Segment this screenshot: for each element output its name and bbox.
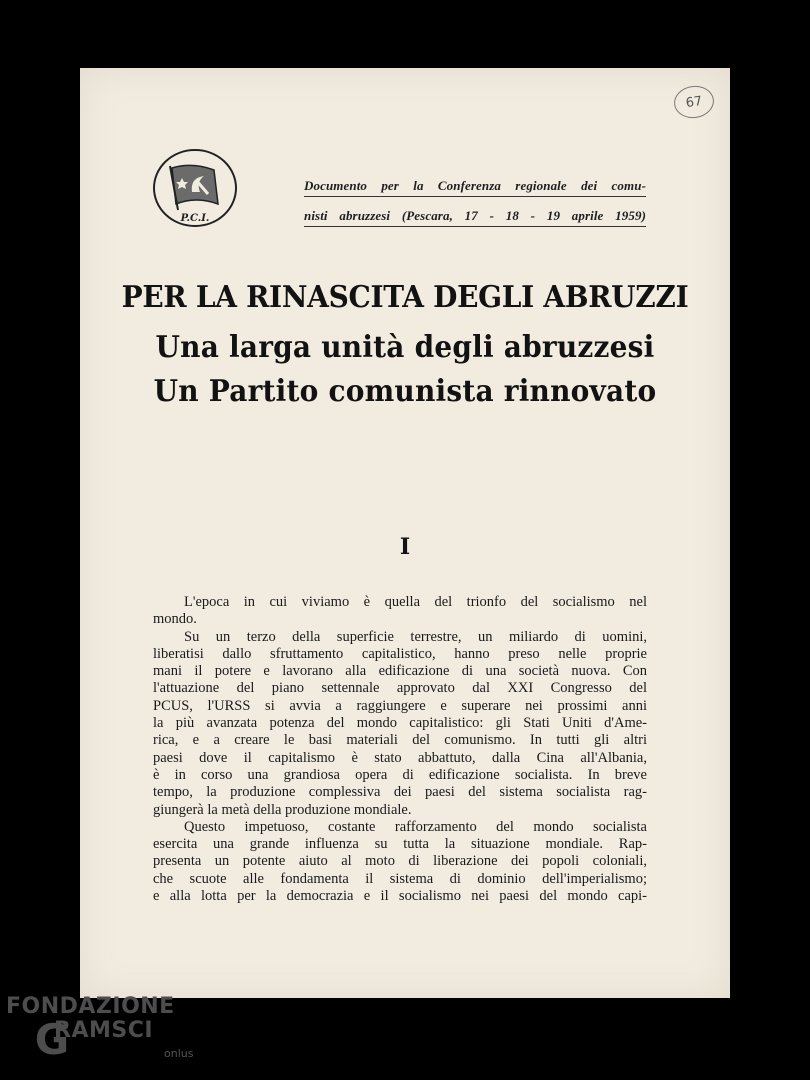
title-line-2: Una larga unità degli abruzzesi xyxy=(155,328,655,365)
pci-logo xyxy=(152,148,238,228)
watermark-line-2: RAMSCI xyxy=(54,1018,154,1043)
header-line-2: nisti abruzzesi (Pescara, 17 - 18 - 19 aprile 1959) xyxy=(304,208,646,223)
section-number: I xyxy=(399,534,411,560)
watermark-line-1: FONDAZIONE xyxy=(6,994,175,1019)
title-line-1: PER LA RINASCITA DEGLI ABRUZZI xyxy=(121,278,689,315)
watermark-letter-g: G xyxy=(34,1016,70,1060)
body-line: mani il potere e lavorano alla edificazione di una società nuova. Con xyxy=(153,663,647,680)
document-page xyxy=(80,68,730,998)
body-line: Questo impetuoso, costante rafforzamento del mondo socialista xyxy=(184,818,647,835)
body-line: che scuote alle fondamenta il sistema di dominio dell'imperialismo; xyxy=(153,870,647,887)
body-line: è in corso una grandiosa opera di edificazione socialista. In breve xyxy=(153,766,647,783)
body-line: giungerà la metà della produzione mondiale. xyxy=(153,801,412,818)
body-line: presenta un potente aiuto al moto di liberazione dei popoli coloniali, xyxy=(153,853,647,870)
body-line: PCUS, l'URSS si avvia a raggiungere e superare nei prossimi anni xyxy=(153,697,647,714)
body-line: l'attuazione del piano settennale approvato dal XXI Congresso del xyxy=(153,680,647,697)
body-line: L'epoca in cui viviamo è quella del trionfo del socialismo nel xyxy=(184,594,647,610)
header-rule xyxy=(304,196,646,197)
body-line: Su un terzo della superficie terrestre, un miliardo di uomini, xyxy=(184,628,647,645)
body-line: esercita una grande influenza su tutta la situazione mondiale. Rap- xyxy=(153,836,647,853)
logo-caption: P.C.I. xyxy=(180,213,210,224)
body-line: paesi dove il capitalismo è stato abbattuto, dalla Cina all'Albania, xyxy=(153,749,647,766)
title-line-3: Un Partito comunista rinnovato xyxy=(153,372,657,409)
body-text xyxy=(153,594,647,905)
archive-number: 67 xyxy=(672,83,716,120)
body-line: rica, e a creare le basi materiali del comunismo. In tutti gli altri xyxy=(153,732,647,749)
body-line: mondo. xyxy=(153,611,197,628)
body-line: liberatisi dallo sfruttamento capitalistico, hanno preso nelle proprie xyxy=(153,645,647,662)
watermark-suffix: onlus xyxy=(164,1047,194,1060)
body-line: la più avanzata potenza del mondo capitalistico: gli Stati Uniti d'Ame- xyxy=(153,715,647,732)
header-rule xyxy=(304,226,646,227)
body-line: tempo, la produzione complessiva dei paesi del sistema socialista rag- xyxy=(153,784,647,801)
header-line-1: Documento per la Conferenza regionale dei comu- xyxy=(304,178,646,193)
fondazione-gramsci-watermark xyxy=(6,994,206,1074)
body-line: e alla lotta per la democrazia e il socialismo nei paesi del mondo capi- xyxy=(153,888,647,905)
